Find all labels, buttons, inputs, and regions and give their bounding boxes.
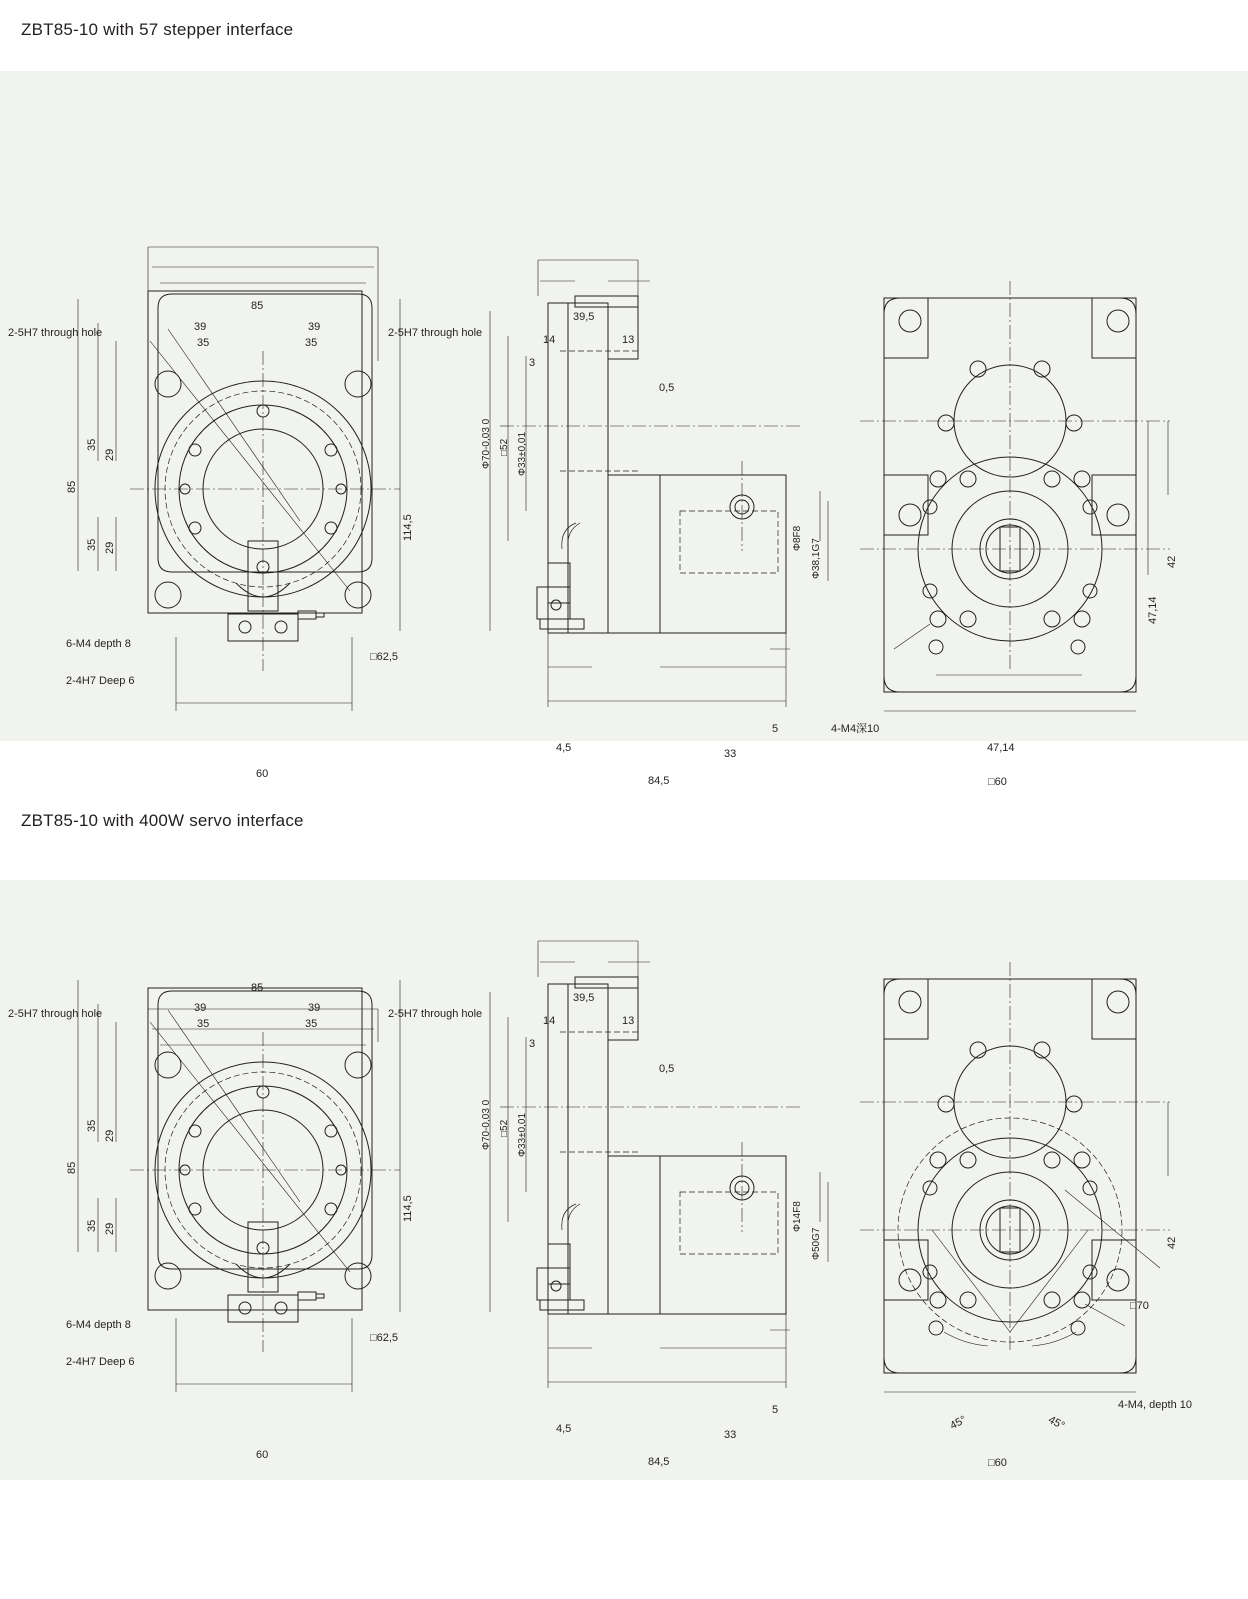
- dim-side-5: 5: [772, 1404, 779, 1416]
- dim-front-29-lower: 29: [104, 541, 116, 554]
- dim-front-35-lower: 35: [86, 538, 98, 551]
- callout-phi33: Φ33±0,01: [517, 1112, 528, 1157]
- dim-rear-47-14-horiz: 47,14: [987, 742, 1015, 754]
- section-title-stepper: ZBT85-10 with 57 stepper interface: [21, 20, 294, 39]
- dim-front-35-left: 35: [197, 337, 210, 349]
- dim-front-39-left: 39: [194, 1002, 207, 1014]
- callout-2-5h7-right: 2-5H7 through hole: [388, 327, 483, 339]
- callout-phi14f8: Φ14F8: [792, 1201, 803, 1232]
- dim-front-85-top: 85: [251, 300, 264, 312]
- dim-front-114-5: 114,5: [402, 514, 414, 541]
- dim-rear-42: 42: [1166, 1236, 1178, 1249]
- rear-view-dimensions: [884, 1102, 1168, 1392]
- dim-side-13: 13: [622, 1015, 635, 1027]
- servo-drawing: [0, 880, 1248, 1480]
- callout-2-5h7-right: 2-5H7 through hole: [388, 1008, 483, 1020]
- callout-4-m4-depth-10: 4-M4深10: [831, 723, 880, 735]
- dim-front-35-upper: 35: [86, 438, 98, 451]
- dim-side-33: 33: [724, 748, 737, 760]
- callout-square-70: □70: [1130, 1300, 1149, 1312]
- callout-phi70: Φ70-0,03 0: [481, 418, 492, 469]
- dim-rear-angle-right: 45°: [1046, 1413, 1067, 1433]
- callout-square-62-5: □62,5: [370, 651, 399, 663]
- dim-front-85-left: 85: [66, 480, 78, 493]
- dim-side-14: 14: [543, 334, 556, 346]
- callout-2-4h7-deep-6: 2-4H7 Deep 6: [66, 675, 135, 687]
- dim-front-29-upper: 29: [104, 448, 116, 461]
- dim-side-4-5: 4,5: [556, 742, 572, 754]
- dim-front-35-lower: 35: [86, 1219, 98, 1232]
- rear-view-geometry: [860, 962, 1170, 1373]
- side-view-geometry: [500, 296, 800, 633]
- dim-front-35-right: 35: [305, 1018, 318, 1030]
- callout-2-5h7-left: 2-5H7 through hole: [8, 1008, 103, 1020]
- side-view-geometry: [500, 977, 800, 1314]
- dim-front-39-left: 39: [194, 321, 207, 333]
- dim-rear-42: 42: [1166, 555, 1178, 568]
- dim-side-3: 3: [529, 357, 536, 369]
- dim-rear-square-60: □60: [988, 776, 1007, 788]
- side-view-dimensions: [490, 260, 828, 707]
- callout-square-62-5: □62,5: [370, 1332, 399, 1344]
- dim-front-39-right: 39: [308, 1002, 321, 1014]
- callout-square-52: □52: [499, 438, 510, 456]
- dim-side-84-5: 84,5: [648, 1456, 670, 1468]
- dim-side-3: 3: [529, 1038, 536, 1050]
- dim-front-60-bottom: 60: [256, 1449, 269, 1461]
- dim-side-33: 33: [724, 1429, 737, 1441]
- callout-2-4h7-deep-6: 2-4H7 Deep 6: [66, 1356, 135, 1368]
- rear-view-geometry: [860, 281, 1170, 692]
- dim-front-39-right: 39: [308, 321, 321, 333]
- callout-phi70: Φ70-0,03 0: [481, 1099, 492, 1150]
- dim-front-85-top: 85: [251, 982, 264, 994]
- dim-side-5: 5: [772, 723, 779, 735]
- front-view-geometry: [130, 291, 400, 671]
- dim-rear-47-14-vert: 47,14: [1147, 596, 1159, 624]
- dim-side-13: 13: [622, 334, 635, 346]
- dim-side-84-5: 84,5: [648, 775, 670, 787]
- dim-side-39-5: 39,5: [573, 992, 595, 1004]
- dim-rear-angle-left: 45°: [948, 1413, 969, 1433]
- section-title-servo: ZBT85-10 with 400W servo interface: [21, 811, 304, 830]
- stepper-drawing: [0, 71, 1248, 741]
- front-view-geometry: [130, 988, 400, 1352]
- callout-6-m4-depth-8: 6-M4 depth 8: [66, 638, 131, 650]
- drawing-panel-servo: [0, 880, 1248, 1480]
- dim-front-114-5: 114,5: [402, 1195, 414, 1222]
- dim-front-35-right: 35: [305, 337, 318, 349]
- drawing-panel-stepper: [0, 71, 1248, 788]
- side-view-dimensions: [490, 941, 828, 1388]
- callout-6-m4-depth-8: 6-M4 depth 8: [66, 1319, 131, 1331]
- dim-side-0-5: 0,5: [659, 382, 675, 394]
- callout-square-52: □52: [499, 1119, 510, 1137]
- callout-4-m4-depth-10: 4-M4, depth 10: [1118, 1399, 1192, 1411]
- dim-side-4-5: 4,5: [556, 1423, 572, 1435]
- callout-phi38-1g7: Φ38,1G7: [811, 538, 822, 579]
- rear-view-dimensions: [884, 421, 1168, 711]
- dim-front-60-bottom: 60: [256, 768, 269, 780]
- dim-side-0-5: 0,5: [659, 1063, 675, 1075]
- dim-front-35-upper: 35: [86, 1119, 98, 1132]
- callout-phi8f8: Φ8F8: [792, 525, 803, 551]
- dim-front-29-upper: 29: [104, 1129, 116, 1142]
- dim-front-85-left: 85: [66, 1161, 78, 1174]
- callout-phi50g7: Φ50G7: [811, 1227, 822, 1260]
- callout-2-5h7-left: 2-5H7 through hole: [8, 327, 103, 339]
- callout-phi33: Φ33±0,01: [517, 431, 528, 476]
- dim-rear-square-60: □60: [988, 1457, 1007, 1469]
- dim-front-29-lower: 29: [104, 1222, 116, 1235]
- dim-front-35-left: 35: [197, 1018, 210, 1030]
- dim-side-39-5: 39,5: [573, 311, 595, 323]
- dim-side-14: 14: [543, 1015, 556, 1027]
